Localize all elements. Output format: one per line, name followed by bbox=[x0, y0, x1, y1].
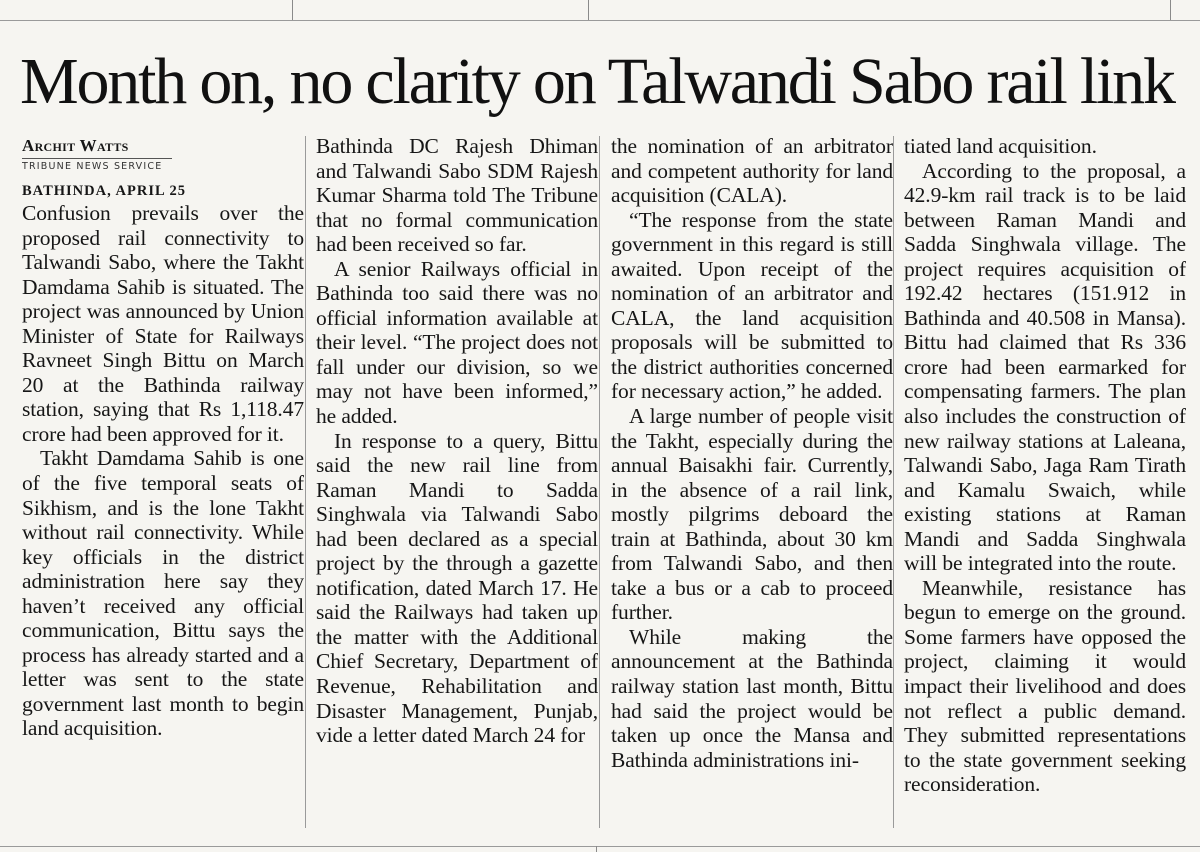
byline-rule bbox=[22, 158, 172, 159]
article-column-1 bbox=[22, 134, 304, 834]
paragraph: Meanwhile, resistance has begun to emerge on the ground. Some farmers have opposed the project, claiming it would impact their livelihood and does not reflect a public demand. They submitted representations to the state government seeking reconsideration. bbox=[904, 575, 1186, 797]
paragraph: In response to a query, Bittu said the new rail line from Raman Mandi to Sadda Singhwala via Talwandi Sabo had been declared as a special project by the through a gazette notification, dated March 17. He said the Railways had taken up the matter with the Additional Chief Secretary, Department of Revenue, Rehabilitation and Disaster Management, Punjab, vide a letter dated March 24 for bbox=[316, 428, 598, 748]
bottom-border-rule bbox=[0, 846, 1200, 847]
article-column-4 bbox=[904, 134, 1186, 834]
byline: Archit Watts bbox=[22, 136, 129, 155]
paragraph: the nomination of an arbitrator and competent authority for land acquisition (CALA). bbox=[611, 134, 893, 208]
top-column-stub bbox=[292, 0, 293, 20]
top-border-rule bbox=[0, 0, 1200, 21]
article-headline: Month on, no clarity on Talwandi Sabo rail link bbox=[20, 45, 1174, 118]
paragraph: A large number of people visit the Takht, especially during the annual Baisakhi fair. Currently, in the absence of a rail link, mostly pilgrims deboard the train at Bathinda, about 30 km from Talwandi Sabo, and then take a bus or a cab to proceed further. bbox=[611, 404, 893, 625]
paragraph: Confusion prevails over the proposed rail connectivity to Talwandi Sabo, where the Takht Damdama Sahib is situated. The project was announced by Union Minister of State for Railways Ravneet Singh Bittu on March 20 at the Bathinda railway station, saying that Rs 1,118.47 crore had been approved for it. bbox=[22, 201, 304, 446]
dateline: BATHINDA, APRIL 25 bbox=[22, 183, 186, 199]
paragraph: Takht Damdama Sahib is one of the five temporal seats of Sikhism, and is the lone Takht without rail connectivity. While key officials in the district administration here say they haven’t received any official communication, Bittu says the process has already started and a letter was sent to the state government last month to begin land acquisition. bbox=[22, 446, 304, 741]
paragraph: Bathinda DC Rajesh Dhiman and Talwandi Sabo SDM Rajesh Kumar Sharma told The Tribune that no formal communication had been received so far. bbox=[316, 134, 598, 257]
news-service: TRIBUNE NEWS SERVICE bbox=[22, 161, 163, 172]
top-column-stub bbox=[1170, 0, 1171, 20]
column-rule bbox=[893, 136, 894, 828]
article-column-3 bbox=[611, 134, 893, 834]
bottom-column-stub bbox=[596, 846, 597, 852]
paragraph: “The response from the state government in this regard is still awaited. Upon receipt of the nomination of an arbitrator and CALA, the land acquisition proposals will be submitted to the district authorities concerned for necessary action,” he added. bbox=[611, 207, 893, 404]
top-column-stub bbox=[588, 0, 589, 20]
paragraph: While making the announcement at the Bathinda railway station last month, Bittu had said the project would be taken up once the Mansa and Bathinda administrations ini- bbox=[611, 624, 893, 772]
paragraph: According to the proposal, a 42.9-km rail track is to be laid between Raman Mandi and Sadda Singhwala village. The project requires acquisition of 192.42 hectares (151.912 in Bathinda and 40.508 in Mansa). Bittu had claimed that Rs 336 crore had been earmarked for compensating farmers. The plan also includes the construction of new railway stations at Laleana, Talwandi Sabo, Jaga Ram Tirath and Kamalu Swaich, while existing stations at Raman Mandi and Sadda Singhwala will be integrated into the route. bbox=[904, 158, 1186, 576]
column-rule bbox=[599, 136, 600, 828]
article-column-2 bbox=[316, 134, 598, 834]
paragraph: A senior Railways official in Bathinda too said there was no official information available at their level. “The project does not fall under our division, so we may not have been informed,” he added. bbox=[316, 256, 598, 429]
column-rule bbox=[305, 136, 306, 828]
paragraph: tiated land acquisition. bbox=[904, 134, 1097, 158]
